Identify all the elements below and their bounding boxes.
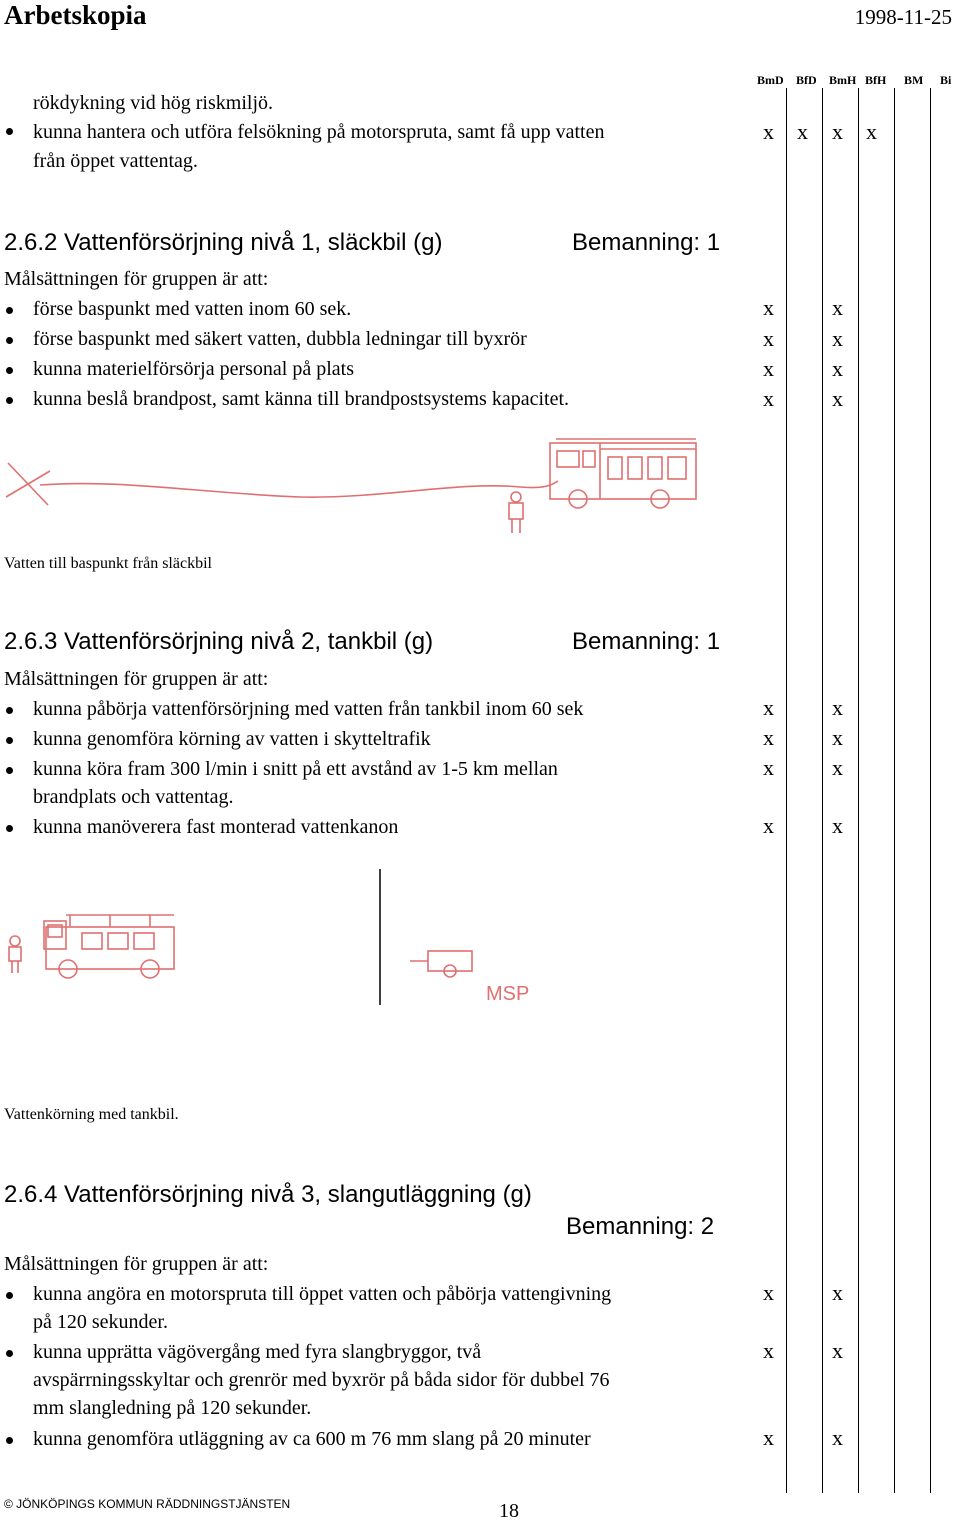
mark-bmh: x <box>832 695 843 720</box>
hose-line <box>40 481 558 497</box>
mark-bmd: x <box>763 1338 774 1363</box>
list-item: kunna manöverera fast monterad vattenkanon <box>33 816 399 838</box>
mark-bmh: x <box>832 295 843 320</box>
list-item: kunna angöra en motorspruta till öppet vatten och påbörja vattengivning <box>33 1283 612 1305</box>
list-item: förse baspunkt med säkert vatten, dubbla ledningar till byxrör <box>33 328 527 350</box>
column-header-bi: Bi <box>940 73 952 87</box>
mark-bmd: x <box>763 813 774 838</box>
mark-bmh: x <box>832 725 843 750</box>
mark-bmd: x <box>763 119 774 144</box>
list-item: kunna köra fram 300 l/min i snitt på ett avstånd av 1-5 km mellan <box>33 758 558 780</box>
bullet <box>6 397 13 404</box>
person-icon <box>509 492 523 533</box>
mark-bmd: x <box>763 695 774 720</box>
mark-bmh: x <box>832 1425 843 1450</box>
tanker-truck-icon <box>44 915 174 978</box>
mark-bmh: x <box>832 1338 843 1363</box>
bullet <box>6 767 13 774</box>
column-header-bmh: BmH <box>829 73 857 87</box>
list-item-continued: avspärrningsskyltar och grenrör med byxrör på båda sidor för dubbel 76 <box>33 1369 610 1391</box>
mark-bmh: x <box>832 1280 843 1305</box>
section-goal: Målsättningen för gruppen är att: <box>4 1253 269 1275</box>
mark-bmd: x <box>763 725 774 750</box>
bullet <box>6 307 13 314</box>
figure-caption: Vattenkörning med tankbil. <box>4 1106 179 1123</box>
mark-bfh: x <box>866 119 877 144</box>
list-item-continued: brandplats och vattentag. <box>33 786 234 808</box>
bullet <box>6 1292 13 1299</box>
tanker-shuttle-diagram <box>0 865 560 1015</box>
msp-label: MSP <box>486 983 530 1005</box>
document-date: 1998-11-25 <box>854 5 952 29</box>
column-divider <box>858 88 859 1493</box>
list-item: kunna upprätta vägövergång med fyra slangbryggor, två <box>33 1341 482 1363</box>
list-item: kunna beslå brandpost, samt känna till brandpostsystems kapacitet. <box>33 388 569 410</box>
footer-organization: © JÖNKÖPINGS KOMMUN RÄDDNINGSTJÄNSTEN <box>4 1497 291 1511</box>
mark-bmh: x <box>832 326 843 351</box>
list-item-continued: på 120 sekunder. <box>33 1311 168 1333</box>
column-divider <box>786 88 787 1493</box>
bullet <box>6 1350 13 1357</box>
person-icon <box>9 936 21 973</box>
mark-bmd: x <box>763 386 774 411</box>
list-item: kunna genomföra utläggning av ca 600 m 76 mm slang på 20 minuter <box>33 1428 591 1450</box>
mark-bmh: x <box>832 813 843 838</box>
section-staffing: Bemanning: 1 <box>572 628 721 655</box>
fire-engine-icon <box>550 439 696 508</box>
intro-continued-line: rökdykning vid hög riskmiljö. <box>33 92 273 114</box>
section-goal: Målsättningen för gruppen är att: <box>4 268 269 290</box>
bullet <box>6 128 13 135</box>
mark-bfd: x <box>797 119 808 144</box>
bullet <box>6 707 13 714</box>
column-header-bmd: BmD <box>757 73 784 87</box>
bullet <box>6 825 13 832</box>
section-heading: 2.6.2 Vattenförsörjning nivå 1, släckbil (g) <box>4 229 443 256</box>
list-item: kunna påbörja vattenförsörjning med vatten från tankbil inom 60 sek <box>33 698 584 720</box>
fire-engine-hose-diagram <box>0 435 710 545</box>
column-divider <box>822 88 823 1493</box>
list-item: förse baspunkt med vatten inom 60 sek. <box>33 298 352 320</box>
mark-bmh: x <box>832 755 843 780</box>
column-header-bfd: BfD <box>796 73 817 87</box>
mark-bmh: x <box>832 119 843 144</box>
mark-bmd: x <box>763 1425 774 1450</box>
column-divider <box>930 88 931 1493</box>
bullet <box>6 1437 13 1444</box>
document-title: Arbetskopia <box>4 0 147 30</box>
column-divider <box>894 88 895 1493</box>
mark-bmh: x <box>832 386 843 411</box>
page-number: 18 <box>499 1500 519 1522</box>
bullet <box>6 367 13 374</box>
column-header-bm: BM <box>904 73 924 87</box>
mark-bmd: x <box>763 755 774 780</box>
list-item-continued: mm slangledning på 120 sekunder. <box>33 1397 312 1419</box>
mark-bmd: x <box>763 326 774 351</box>
intro-item-line2: från öppet vattentag. <box>33 150 198 172</box>
section-staffing: Bemanning: 2 <box>566 1213 715 1240</box>
section-staffing: Bemanning: 1 <box>572 229 721 256</box>
intro-item-line1: kunna hantera och utföra felsökning på motorspruta, samt få upp vatten <box>33 121 605 143</box>
column-header-bfh: BfH <box>865 73 887 87</box>
trailer-pump-icon <box>410 951 472 977</box>
section-heading: 2.6.3 Vattenförsörjning nivå 2, tankbil (g) <box>4 628 434 655</box>
figure-caption: Vatten till baspunkt från släckbil <box>4 555 212 572</box>
mark-bmh: x <box>832 356 843 381</box>
bullet <box>6 337 13 344</box>
mark-bmd: x <box>763 356 774 381</box>
list-item: kunna materielförsörja personal på plats <box>33 358 354 380</box>
list-item: kunna genomföra körning av vatten i skytteltrafik <box>33 728 431 750</box>
bullet <box>6 737 13 744</box>
mark-bmd: x <box>763 1280 774 1305</box>
mark-bmd: x <box>763 295 774 320</box>
section-goal: Målsättningen för gruppen är att: <box>4 668 269 690</box>
section-heading: 2.6.4 Vattenförsörjning nivå 3, slangutläggning (g) <box>4 1181 532 1208</box>
